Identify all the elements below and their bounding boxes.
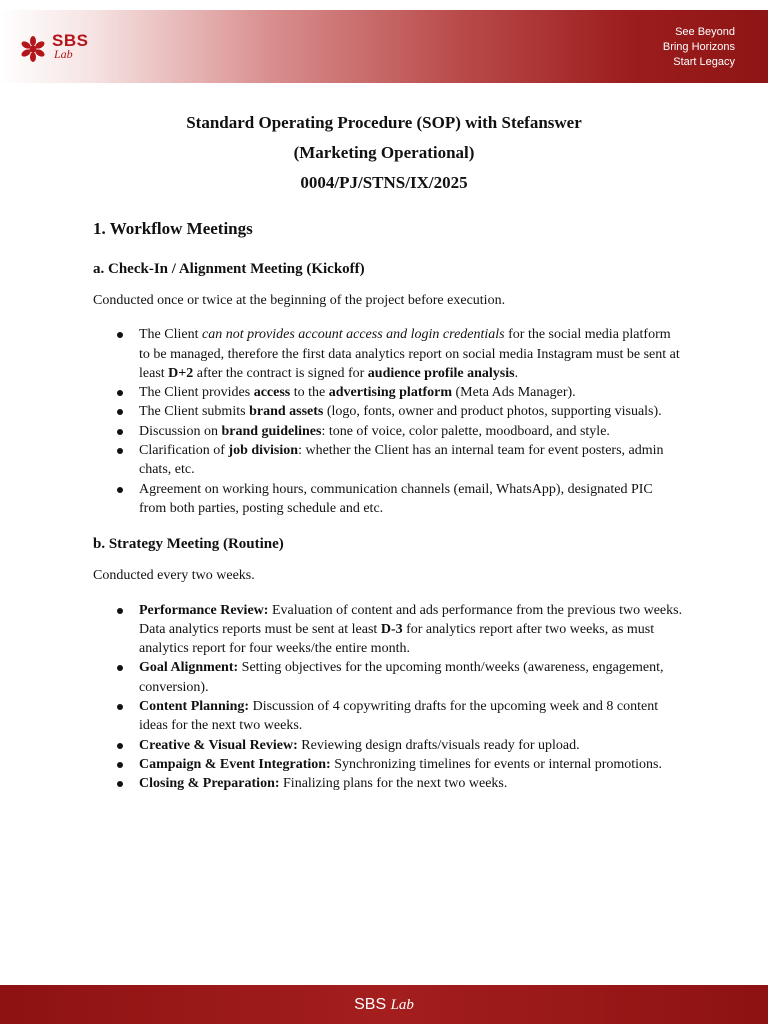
text-run: Agreement on working hours, communication channels (email, WhatsApp), designated PIC from both parties, posting schedule and etc. bbox=[139, 481, 653, 516]
text-run: (logo, fonts, owner and product photos, supporting visuals). bbox=[323, 404, 662, 420]
text-run: Finalizing plans for the next two weeks. bbox=[279, 776, 508, 792]
strategy-bullet-list bbox=[93, 601, 683, 794]
bold-text: audience profile analysis bbox=[367, 365, 515, 381]
subsection-description: Conducted once or twice at the beginning of the project before execution. bbox=[93, 293, 506, 308]
bold-text: access bbox=[253, 385, 291, 401]
list-item bbox=[93, 697, 683, 736]
bold-text: Goal Alignment: bbox=[139, 660, 239, 676]
list-item bbox=[93, 601, 683, 659]
text-run: for the social media platform to be managed, therefore the first data analytics report on social media Instagram must be sent at least bbox=[139, 327, 680, 381]
text-run: Discussion on bbox=[139, 423, 222, 439]
list-item bbox=[93, 402, 683, 421]
page-footer bbox=[0, 985, 768, 1024]
asterisk-logo-icon bbox=[20, 36, 46, 62]
tagline-line: Bring Horizons bbox=[662, 41, 735, 53]
document-body bbox=[93, 216, 683, 809]
document-number: 0004/PJ/STNS/IX/2025 bbox=[300, 173, 468, 192]
bold-text: brand guidelines bbox=[221, 423, 322, 439]
footer-brand bbox=[0, 996, 768, 1014]
text-run: Setting objectives for the upcoming month/weeks (awareness, engagement, conversion). bbox=[139, 660, 664, 695]
text-run: Discussion of 4 copywriting drafts for the upcoming week and 8 content ideas for the next two weeks. bbox=[139, 699, 659, 734]
text-run: Reviewing design drafts/visuals ready for upload. bbox=[297, 737, 580, 753]
bold-text: Creative & Visual Review: bbox=[139, 737, 298, 753]
subsection-heading-kickoff: a. Check-In / Alignment Meeting (Kickoff) bbox=[93, 261, 365, 277]
bold-text: D+2 bbox=[168, 365, 194, 381]
tagline-line: See Beyond bbox=[675, 26, 735, 38]
list-item bbox=[93, 441, 683, 480]
text-run: : whether the Client has an internal team for event posters, admin chats, etc. bbox=[139, 443, 664, 478]
title-line-1: Standard Operating Procedure (SOP) with Stefanswer bbox=[186, 113, 582, 132]
italic-text: can not provides account access and login credentials bbox=[202, 327, 505, 343]
bold-text: Performance Review: bbox=[139, 602, 269, 618]
tagline-line: Start Legacy bbox=[673, 56, 735, 68]
text-run: (Meta Ads Manager). bbox=[452, 385, 576, 401]
list-item bbox=[93, 658, 683, 697]
bold-text: brand assets bbox=[249, 404, 324, 420]
text-run: The Client submits bbox=[139, 404, 250, 420]
bold-text: D-3 bbox=[380, 621, 403, 637]
bold-text: job division bbox=[228, 443, 299, 459]
list-item bbox=[93, 774, 683, 793]
text-run: The Client provides bbox=[139, 385, 254, 401]
bold-text: Closing & Preparation: bbox=[139, 776, 280, 792]
list-item bbox=[93, 325, 683, 383]
section-heading: 1. Workflow Meetings bbox=[93, 219, 253, 238]
list-item bbox=[93, 383, 683, 402]
logo-subtext: Lab bbox=[54, 47, 73, 61]
header-tagline bbox=[663, 25, 735, 70]
text-run: The Client bbox=[139, 327, 202, 343]
text-run: Synchronizing timelines for events or internal promotions. bbox=[330, 756, 663, 772]
title-line-2: (Marketing Operational) bbox=[293, 143, 475, 162]
bold-text: Campaign & Event Integration: bbox=[139, 756, 331, 772]
list-item bbox=[93, 480, 683, 519]
list-item bbox=[93, 736, 683, 755]
subsection-heading-strategy: b. Strategy Meeting (Routine) bbox=[93, 536, 284, 553]
text-run: Clarification of bbox=[139, 443, 229, 459]
text-run: for analytics report after two weeks, as must analytics report for four weeks/the entire month. bbox=[139, 621, 655, 657]
text-run: : tone of voice, color palette, moodboard, and style. bbox=[321, 423, 610, 439]
bold-text: Content Planning: bbox=[139, 699, 250, 715]
text-run: to the bbox=[290, 385, 329, 401]
kickoff-bullet-list bbox=[93, 325, 683, 518]
list-item bbox=[93, 422, 683, 441]
document-title bbox=[0, 108, 768, 198]
text-run: . bbox=[514, 365, 519, 381]
text-run: Evaluation of content and ads performance from the previous two weeks. Data analytics reports must be sent at least bbox=[139, 602, 683, 637]
subsection-description: Conducted every two weeks. bbox=[93, 568, 255, 584]
logo-text: SBS bbox=[52, 31, 89, 50]
page-header bbox=[0, 10, 768, 83]
list-item bbox=[93, 755, 683, 774]
text-run: after the contract is signed for bbox=[193, 365, 368, 381]
footer-brand-sub: Lab bbox=[390, 997, 414, 1013]
top-margin bbox=[0, 0, 768, 10]
bold-text: advertising platform bbox=[328, 385, 453, 401]
footer-brand-text: SBS bbox=[354, 996, 387, 1013]
